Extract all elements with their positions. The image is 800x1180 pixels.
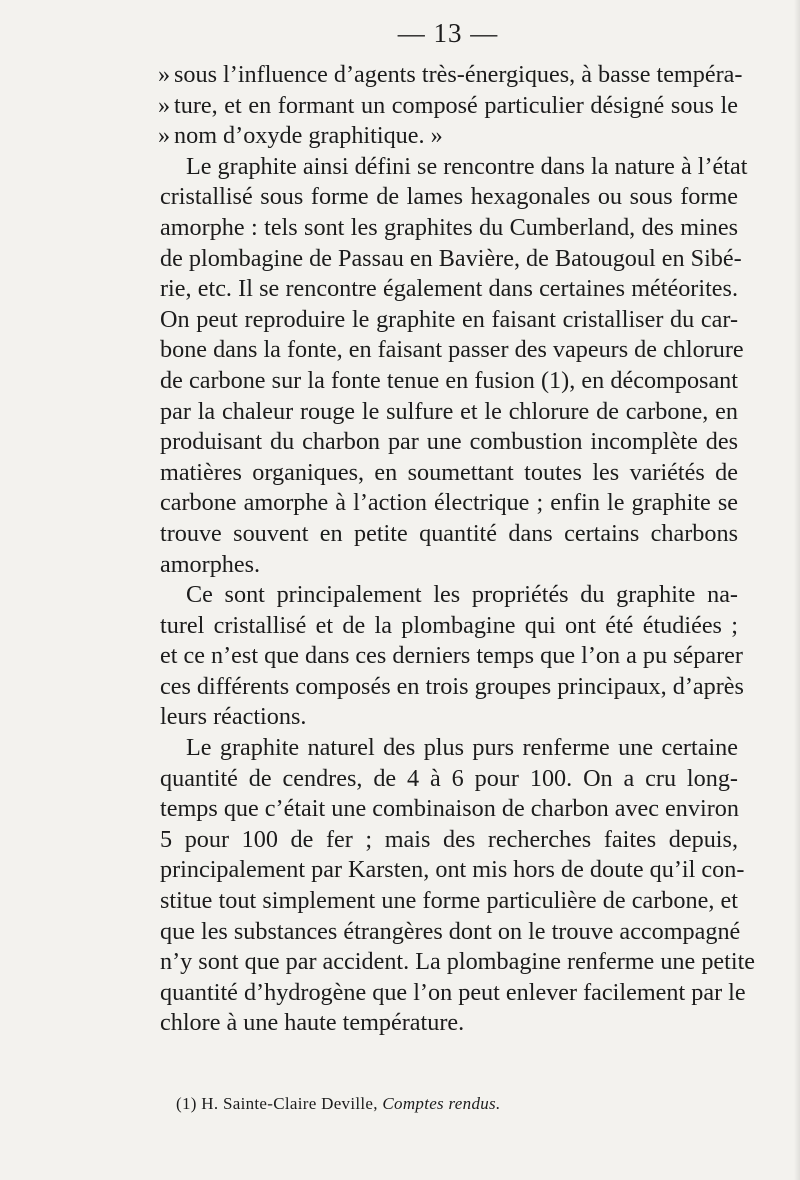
text-line xyxy=(160,121,738,152)
text-line xyxy=(160,611,738,642)
line-text: produisant du charbon par une combustion incomplète des xyxy=(160,428,738,456)
footnote xyxy=(176,1094,501,1114)
line-text: principalement par Karsten, ont mis hors de doute qu’il con- xyxy=(160,856,745,884)
text-line xyxy=(160,1008,738,1039)
text-line xyxy=(160,366,738,397)
line-text: quantité de cendres, de 4 à 6 pour 100. On a cru long- xyxy=(160,764,738,792)
quote-mark: » xyxy=(158,91,171,119)
line-text: carbone amorphe à l’action électrique ; enfin le graphite se xyxy=(160,489,738,517)
footnote-marker: (1) xyxy=(176,1094,197,1113)
line-text: cristallisé sous forme de lames hexagonales ou sous forme xyxy=(160,183,738,211)
line-text: que les substances étrangères dont on le trouve accompagné xyxy=(160,917,741,945)
text-line xyxy=(160,397,738,428)
quote-mark: » xyxy=(158,122,171,150)
text-line xyxy=(160,764,738,795)
text-line xyxy=(160,855,745,886)
line-text: matières organiques, en soumettant toutes les variétés de xyxy=(160,458,738,486)
text-line xyxy=(160,335,744,366)
text-line xyxy=(160,427,738,458)
text-line xyxy=(160,305,738,336)
line-text: On peut reproduire le graphite en faisant cristalliser du car- xyxy=(160,305,738,333)
text-line xyxy=(160,886,738,917)
text-line xyxy=(160,917,741,948)
text-line xyxy=(160,794,738,825)
footnote-source: Comptes rendus. xyxy=(382,1094,501,1113)
text-line xyxy=(160,825,738,856)
text-line xyxy=(160,641,743,672)
line-text: bone dans la fonte, en faisant passer des vapeurs de chlorure xyxy=(160,336,744,364)
text-line xyxy=(160,458,738,489)
line-text: Ce sont principalement les propriétés du graphite na- xyxy=(186,581,738,609)
line-text: amorphes. xyxy=(160,550,261,578)
page-number: — 13 — xyxy=(397,18,499,48)
text-line xyxy=(160,274,738,305)
text-line xyxy=(160,182,738,213)
line-text: amorphe : tels sont les graphites du Cumberland, des mines xyxy=(160,213,738,241)
text-line xyxy=(160,244,742,275)
line-text: n’y sont que par accident. La plombagine renferme une petite xyxy=(160,948,756,976)
line-text: 5 pour 100 de fer ; mais des recherches faites depuis, xyxy=(160,825,738,853)
page-edge-shadow xyxy=(794,0,800,1180)
line-text: chlore à une haute température. xyxy=(160,1009,465,1037)
line-text: sous l’influence d’agents très-énergiques, à basse tempéra- xyxy=(174,61,743,88)
line-text: Le graphite naturel des plus purs renferme une certaine xyxy=(186,734,738,762)
footnote-author: H. Sainte-Claire Deville, xyxy=(201,1094,378,1113)
line-text: par la chaleur rouge le sulfure et le chlorure de carbone, en xyxy=(160,397,738,425)
text-line xyxy=(160,733,738,764)
text-line xyxy=(160,550,738,581)
text-line xyxy=(160,580,738,611)
text-line xyxy=(160,978,746,1009)
line-text: de plombagine de Passau en Bavière, de Batougoul en Sibé- xyxy=(160,244,742,272)
text-line xyxy=(160,152,748,183)
text-line xyxy=(160,213,738,244)
text-line xyxy=(160,947,756,978)
text-line xyxy=(160,672,744,703)
line-text: leurs réactions. xyxy=(160,703,307,731)
line-text: Le graphite ainsi défini se rencontre dans la nature à l’état xyxy=(186,152,748,180)
line-text: stitue tout simplement une forme particulière de carbone, et xyxy=(160,887,738,915)
line-text: quantité d’hydrogène que l’on peut enlever facilement par le xyxy=(160,978,746,1006)
line-text: turel cristallisé et de la plombagine qui ont été étudiées ; xyxy=(160,611,738,639)
text-line xyxy=(160,702,738,733)
text-line xyxy=(158,60,743,91)
text-line xyxy=(160,519,738,550)
line-text: et ce n’est que dans ces derniers temps que l’on a pu séparer xyxy=(160,642,743,670)
body-text xyxy=(158,60,756,1039)
text-line xyxy=(160,488,738,519)
line-text: ces différents composés en trois groupes principaux, d’après xyxy=(160,672,744,700)
quote-mark: » xyxy=(158,61,171,88)
line-text: trouve souvent en petite quantité dans certains charbons xyxy=(160,519,738,547)
line-text: ture, et en formant un composé particulier désigné sous le xyxy=(174,91,738,119)
line-text: nom d’oxyde graphitique. » xyxy=(174,122,443,150)
line-text: temps que c’était une combinaison de charbon avec environ xyxy=(160,795,739,823)
text-line xyxy=(160,91,738,122)
line-text: de carbone sur la fonte tenue en fusion (1), en décomposant xyxy=(160,366,738,394)
line-text: rie, etc. Il se rencontre également dans certaines météorites. xyxy=(160,275,738,303)
